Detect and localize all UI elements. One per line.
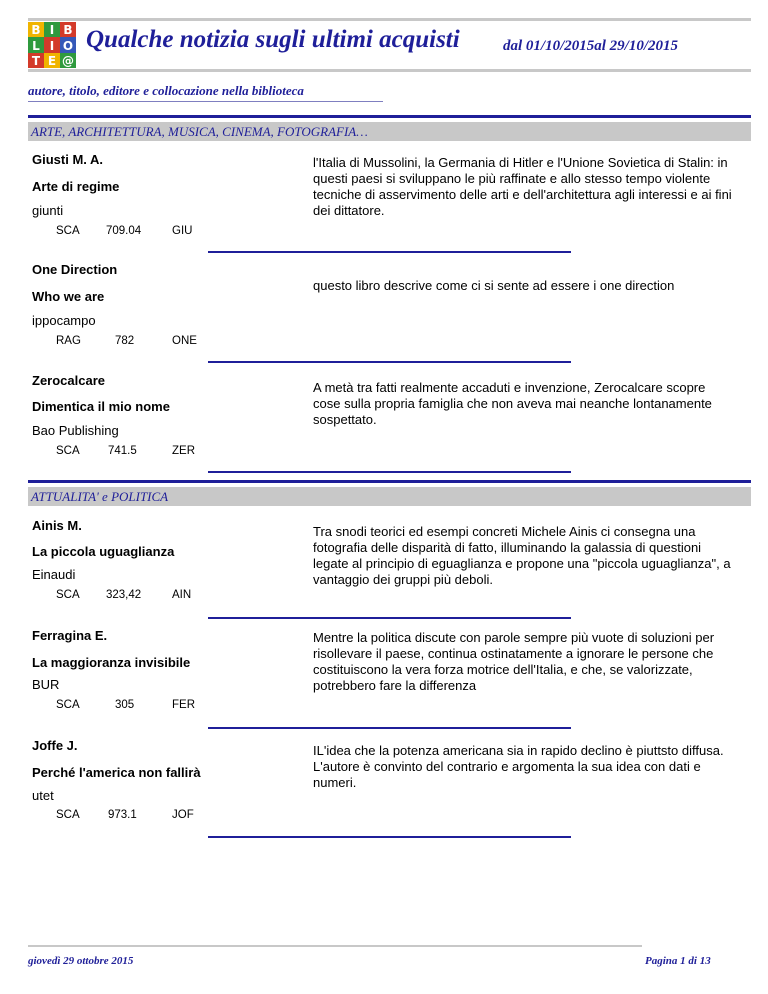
book-description: l'Italia di Mussolini, la Germania di Hitler e l'Unione Sovietica di Stalin: in questi paesi si sviluppano le più raffinate e allo stesso tempo violente tecniche di asservimento delle arti e dell'architettura agli interessi e ai fini dei dittatore. [313, 155, 732, 218]
location-section: SCA [56, 225, 80, 237]
svg-text:@: @ [62, 54, 74, 68]
library-logo [28, 22, 76, 68]
location-classification: 973.1 [108, 809, 137, 821]
book-description: A metà tra fatti realmente accaduti e invenzione, Zerocalcare scopre cose sulla propria famiglia che non aveva mai neanche lontanamente sospettato. [313, 380, 712, 427]
book-title: Arte di regime [32, 179, 120, 194]
svg-text:L: L [32, 39, 40, 53]
book-separator [208, 361, 571, 363]
page-number: Pagina 1 di 13 [645, 955, 711, 967]
location-section: RAG [56, 335, 81, 347]
book-title: Who we are [32, 289, 105, 304]
book-description: IL'idea che la potenza americana sia in rapido declino è piuttsto diffusa. L'autore è convinto del contrario e argomenta la sua idea con dati e numeri. [313, 743, 724, 790]
book-publisher: Bao Publishing [32, 423, 119, 438]
footer-rule [28, 945, 642, 947]
book-title: La piccola uguaglianza [32, 544, 175, 559]
book-separator [208, 617, 571, 619]
footer-date: giovedì 29 ottobre 2015 [28, 955, 134, 967]
book-author: Ferragina E. [32, 628, 108, 643]
page-title: Qualche notizia sugli ultimi acquisti [86, 26, 460, 53]
book-title: Perché l'america non fallirà [32, 765, 201, 780]
book-publisher: Einaudi [32, 567, 76, 582]
location-classification: 741.5 [108, 445, 137, 457]
svg-text:I: I [49, 23, 55, 37]
book-description: questo libro descrive come ci si sente ad essere i one direction [313, 278, 675, 293]
book-separator [208, 471, 571, 473]
date-range: dal 01/10/2015al 29/10/2015 [503, 38, 679, 54]
book-title: La maggioranza invisibile [32, 655, 191, 670]
book-description: Mentre la politica discute con parole sempre più vuote di soluzioni per risollevare il paese, continua ostinatamente a ignorare le persone che costituiscono la vera forza motrice dell'Italia, e che, se valorizzate, potrebbero fare la differenza [313, 630, 715, 693]
location-section: SCA [56, 809, 80, 821]
svg-text:I: I [49, 39, 55, 53]
category-rule [28, 115, 751, 118]
category-label: ATTUALITA' e POLITICA [31, 489, 169, 504]
location-code: ONE [172, 335, 197, 347]
book-title: Dimentica il mio nome [32, 399, 170, 414]
location-classification: 782 [115, 335, 135, 347]
page-subtitle: autore, titolo, editore e collocazione nella biblioteca [28, 83, 304, 98]
header-top-rule [28, 18, 751, 21]
location-code: GIU [172, 225, 193, 237]
book-separator [208, 836, 571, 838]
svg-text:B: B [31, 23, 41, 37]
book-separator [208, 727, 571, 729]
svg-text:B: B [63, 23, 73, 37]
category-label: ARTE, ARCHITETTURA, MUSICA, CINEMA, FOTOGRAFIA… [31, 124, 368, 139]
svg-text:O: O [62, 39, 74, 53]
book-author: One Direction [32, 262, 118, 277]
subtitle-rule [28, 101, 383, 102]
header-bottom-rule [28, 69, 751, 72]
book-publisher: utet [32, 788, 54, 803]
location-section: SCA [56, 699, 80, 711]
svg-text:T: T [31, 54, 41, 68]
svg-text:E: E [47, 54, 57, 68]
book-author: Zerocalcare [32, 373, 105, 388]
book-publisher: BUR [32, 677, 60, 692]
location-classification: 709.04 [106, 225, 142, 237]
book-author: Joffe J. [32, 738, 78, 753]
book-author: Giusti M. A. [32, 152, 104, 167]
location-code: AIN [172, 589, 192, 601]
location-section: SCA [56, 589, 80, 601]
location-code: JOF [172, 809, 194, 821]
location-section: SCA [56, 445, 80, 457]
book-description: Tra snodi teorici ed esempi concreti Michele Ainis ci consegna una fotografia delle disparità di fatto, illuminando la galassia di questioni legate al principio di eguaglianza e propone una "piccola uguaglianza", a vantaggio dei gruppi più deboli. [313, 524, 731, 587]
book-author: Ainis M. [32, 518, 82, 533]
book-publisher: ippocampo [32, 313, 96, 328]
location-classification: 323,42 [106, 589, 142, 601]
location-code: FER [172, 699, 195, 711]
category-rule [28, 480, 751, 483]
book-separator [208, 251, 571, 253]
location-code: ZER [172, 445, 195, 457]
book-publisher: giunti [32, 203, 64, 218]
location-classification: 305 [115, 699, 135, 711]
